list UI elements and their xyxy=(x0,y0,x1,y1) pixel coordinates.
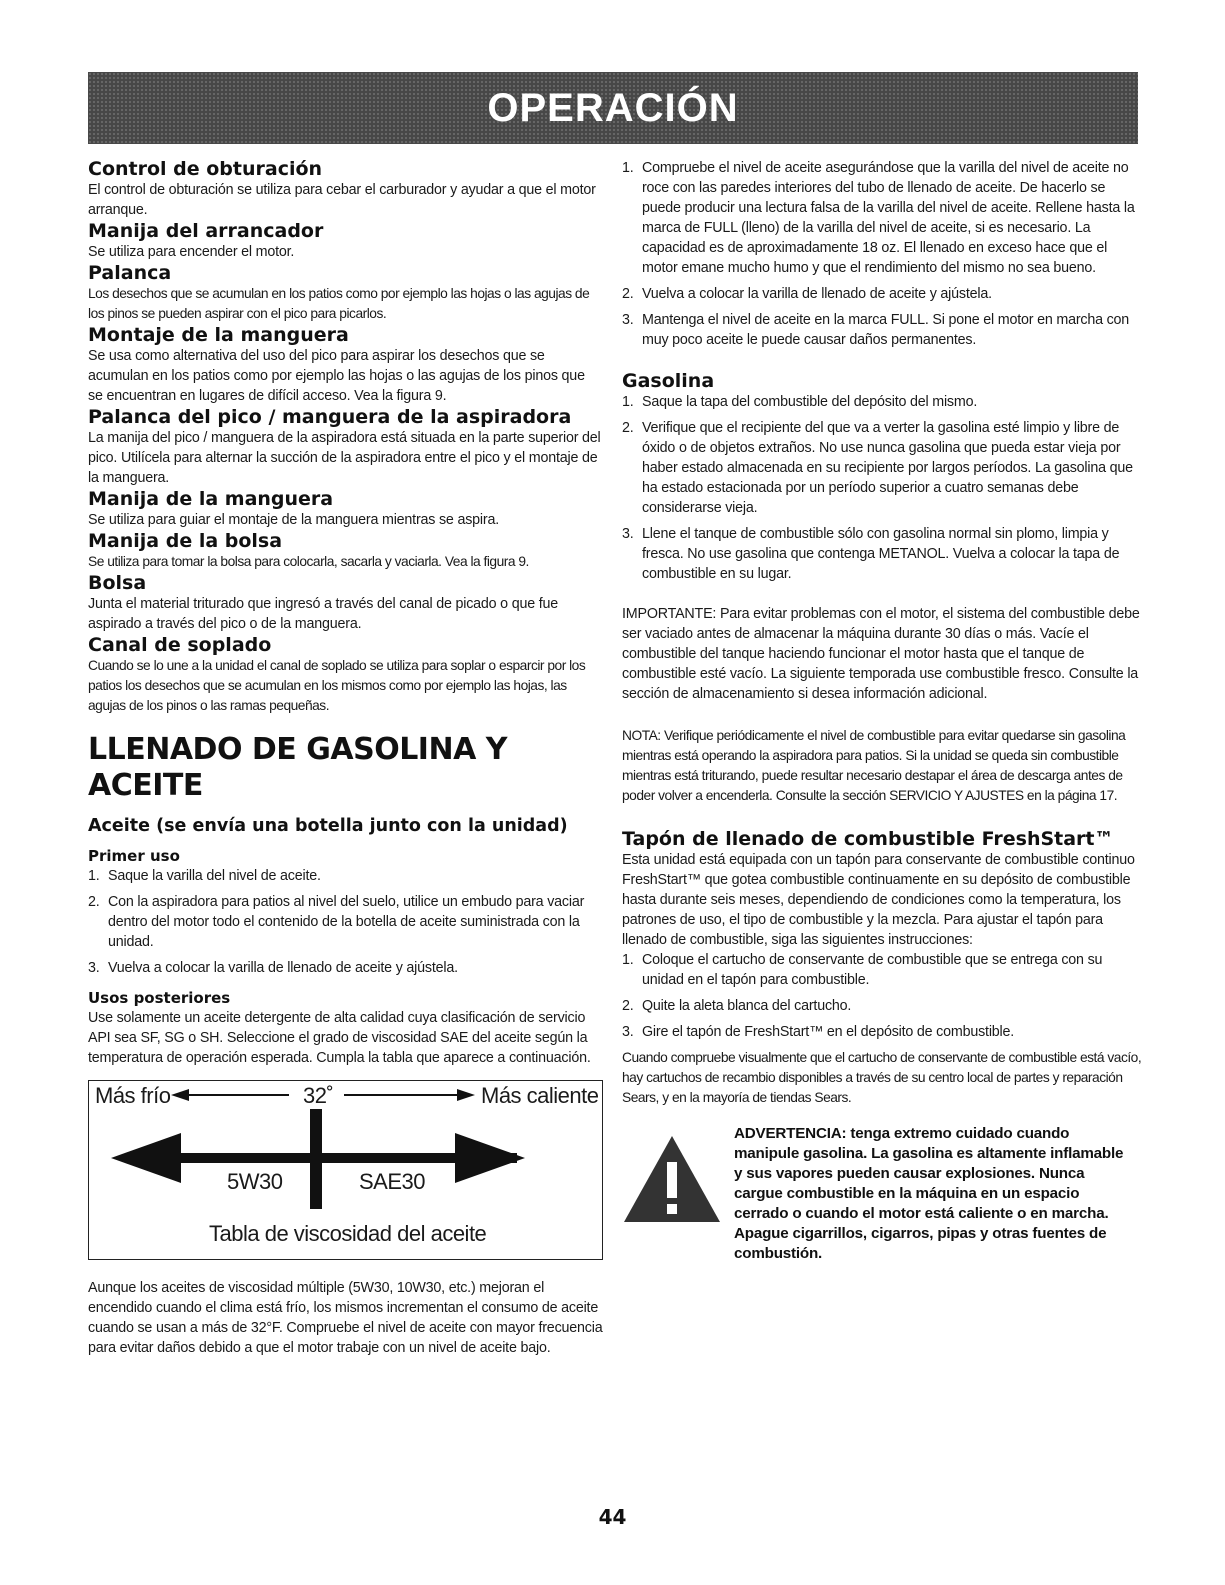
multi-viscosity-text: Aunque los aceites de viscosidad múltiple (5W30, 10W30, etc.) mejoran el encendido cuando el clima está frío, los mismos incrementan el consumo de aceite cuando se usan a más de 32°F. Compruebe el nivel de aceite con mayor frecuencia para evitar daños debido a que el motor trabaje con un nivel de aceite bajo. xyxy=(88,1280,603,1356)
section-heading: Manija de la bolsa xyxy=(88,530,283,552)
list-number: 1. xyxy=(622,394,634,410)
section-text: La manija del pico / manguera de la aspiradora está situada en la parte superior del pico. Utilícela para alternar la succión de la aspiradora entre el pico y el montaje de la manguera. xyxy=(88,430,601,486)
fill-title: LLENADO DE GASOLINA Y ACEITE xyxy=(88,732,507,803)
list-item xyxy=(622,950,1142,990)
list-text: Con la aspiradora para patios al nivel del suelo, utilice un embudo para vaciar dentro del motor todo el contenido de la botella de aceite suministrada con la unidad. xyxy=(108,894,585,950)
section-text: El control de obturación se utiliza para cebar el carburador y ayudar a que el motor arranque. xyxy=(88,182,596,218)
oil-title: Aceite (se envía una botella junto con la unidad) xyxy=(88,816,568,836)
list-item xyxy=(622,524,1142,584)
left-column xyxy=(88,158,603,1358)
list-text: Mantenga el nivel de aceite en la marca FULL. Si pone el motor en marcha con muy poco aceite le puede causar daños permanentes. xyxy=(642,312,1130,348)
cold-arrow-head xyxy=(171,1089,189,1101)
list-number: 1. xyxy=(88,868,100,884)
spacer xyxy=(622,356,1142,370)
list-item xyxy=(88,866,603,886)
list-number: 3. xyxy=(88,960,100,976)
section-text: Se usa como alternativa del uso del pico para aspirar los desechos que se acumulan en los patios como por ejemplo las hojas o las agujas de los pinos que se encuentran en lugares de difícil acceso. Vea la figura 9. xyxy=(88,348,585,404)
left-oil-label: 5W30 xyxy=(227,1169,283,1194)
warning-icon xyxy=(622,1134,722,1224)
list-item xyxy=(622,284,1142,304)
chart-caption: Tabla de viscosidad del aceite xyxy=(209,1221,487,1246)
gasoline-list xyxy=(622,392,1142,584)
banner-title: OPERACIÓN xyxy=(487,85,739,130)
freshstart-heading: Tapón de llenado de combustible FreshStart™ xyxy=(622,828,1114,850)
cold-label: Más frío xyxy=(95,1083,171,1108)
section-heading: Manija de la manguera xyxy=(88,488,334,510)
right-column xyxy=(622,158,1142,1274)
hot-label: Más caliente xyxy=(481,1083,599,1108)
list-item xyxy=(622,996,1142,1016)
list-number: 1. xyxy=(622,160,634,176)
list-number: 2. xyxy=(622,286,634,302)
list-item xyxy=(622,310,1142,350)
controls-section xyxy=(88,158,603,716)
section-text: Se utiliza para guiar el montaje de la manguera mientras se aspira. xyxy=(88,512,499,528)
section-heading: Montaje de la manguera xyxy=(88,324,349,346)
list-item xyxy=(622,1022,1142,1042)
list-text: Saque la varilla del nivel de aceite. xyxy=(108,868,321,884)
hot-range-arrow xyxy=(455,1133,525,1183)
list-number: 3. xyxy=(622,312,634,328)
list-number: 2. xyxy=(622,998,634,1014)
freshstart-intro: Esta unidad está equipada con un tapón para conservante de combustible continuo FreshStart™ que gotea combustible continuamente en su depósito de combustible hasta durante seis meses, dependiendo de condiciones como la temperatura, los patrones de uso, el tipo de combustible y la mezcla. Para ajustar el tapón para llenado de combustible, siga las siguientes instrucciones: xyxy=(622,852,1135,948)
note-text: NOTA: Verifique periódicamente el nivel de combustible para evitar quedarse sin gasolina mientras está operando la aspiradora para patios. Si la unidad se queda sin combustible mientras está triturando, puede resultar necesario destapar el área de descarga antes de poder volver a encenderla. Consulte la sección SERVICIO Y AJUSTES en la página 17. xyxy=(622,728,1126,803)
section-heading: Palanca del pico / manguera de la aspiradora xyxy=(88,406,572,428)
list-number: 2. xyxy=(622,420,634,436)
list-text: Vuelva a colocar la varilla de llenado de aceite y ajústela. xyxy=(108,960,458,976)
spacer xyxy=(622,806,1142,828)
list-number: 3. xyxy=(622,526,634,542)
section-text: Cuando se lo une a la unidad el canal de soplado se utiliza para soplar o esparcir por los patios los desechos que se acumulan en los mismos como por ejemplo las hojas, las agujas de los pinos o las ramas pequeñas. xyxy=(88,658,586,713)
warning-text: ADVERTENCIA: tenga extremo cuidado cuando manipule gasolina. La gasolina es altamente inflamable y sus vapores pueden causar explosiones. Nunca cargue combustible en la máquina en un espacio cerrado o cuando el motor está caliente o en marcha. Apague cigarrillos, cigarros, pipas y otras fuentes de combustión. xyxy=(734,1125,1124,1262)
cold-range-arrow xyxy=(111,1133,181,1183)
warning-block xyxy=(622,1124,1142,1274)
list-text: Quite la aleta blanca del cartucho. xyxy=(642,998,852,1014)
list-text: Verifique que el recipiente del que va a verter la gasolina esté limpio y libre de óxido o de objetos extraños. No use nunca gasolina que pueda estar vieja por haber estado almacenada en su recipiente por largos períodos. La gasolina que ha estado estacionada por un período superior a cuatro semanas debe considerarse vieja. xyxy=(642,420,1133,516)
oil-check-list xyxy=(622,158,1142,350)
first-use-heading: Primer uso xyxy=(88,847,180,865)
list-item xyxy=(622,392,1142,412)
list-text: Vuelva a colocar la varilla de llenado de aceite y ajústela. xyxy=(642,286,992,302)
section-banner xyxy=(88,72,1138,144)
section-text: Los desechos que se acumulan en los patios como por ejemplo las hojas o las agujas de los pinos se pueden aspirar con el pico para picarlos. xyxy=(88,286,590,321)
important-text: IMPORTANTE: Para evitar problemas con el motor, el sistema del combustible debe ser vaciado antes de almacenar la máquina durante 30 días o más. Vacíe el combustible del tanque haciendo funcionar el motor hasta que el tanque de combustible esté vacío. La siguiente temporada use combustible fresco. Consulte la sección de almacenamiento si desea información adicional. xyxy=(622,606,1140,702)
right-oil-label: SAE30 xyxy=(359,1169,425,1194)
list-number: 2. xyxy=(88,894,100,910)
first-use-list xyxy=(88,866,603,978)
viscosity-chart xyxy=(88,1080,603,1260)
section-text: Se utiliza para tomar la bolsa para colocarla, sacarla y vaciarla. Vea la figura 9. xyxy=(88,554,529,569)
section-heading: Manija del arrancador xyxy=(88,220,324,242)
list-item xyxy=(88,892,603,952)
freshstart-outro: Cuando compruebe visualmente que el cartucho de conservante de combustible está vacío, hay cartuchos de recambio disponibles a través de su centro local de partes y reparación Sears, y en la mayoría de tiendas Sears. xyxy=(622,1050,1142,1105)
list-item xyxy=(622,418,1142,518)
temp-label: 32˚ xyxy=(303,1083,334,1108)
section-heading: Canal de soplado xyxy=(88,634,272,656)
list-item xyxy=(622,158,1142,278)
section-heading: Control de obturación xyxy=(88,158,323,180)
list-text: Coloque el cartucho de conservante de combustible que se entrega con su unidad en el tapón para combustible. xyxy=(642,952,1103,988)
page-number: 44 xyxy=(598,1505,627,1529)
section-heading: Palanca xyxy=(88,262,172,284)
list-item xyxy=(88,958,603,978)
gasoline-heading: Gasolina xyxy=(622,370,715,392)
list-text: Llene el tanque de combustible sólo con gasolina normal sin plomo, limpia y fresca. No use gasolina que contenga METANOL. Vuelva a colocar la tapa de combustible en su lugar. xyxy=(642,526,1120,582)
list-number: 1. xyxy=(622,952,634,968)
section-heading: Bolsa xyxy=(88,572,147,594)
list-text: Gire el tapón de FreshStart™ en el depósito de combustible. xyxy=(642,1024,1015,1040)
later-use-heading: Usos posteriores xyxy=(88,989,231,1007)
freshstart-list xyxy=(622,950,1142,1042)
section-text: Junta el material triturado que ingresó a través del canal de picado o que fue aspirado a través del pico o de la manguera. xyxy=(88,596,559,632)
section-text: Se utiliza para encender el motor. xyxy=(88,244,295,260)
list-number: 3. xyxy=(622,1024,634,1040)
list-text: Saque la tapa del combustible del depósito del mismo. xyxy=(642,394,978,410)
spacer xyxy=(622,590,1142,604)
hot-arrow-head xyxy=(457,1089,475,1101)
later-use-text: Use solamente un aceite detergente de alta calidad cuya clasificación de servicio API sea SF, SG o SH. Seleccione el grado de viscosidad SAE del aceite según la temperatura de operación esperada. Cumpla la tabla que aparece a continuación. xyxy=(88,1010,591,1066)
spacer xyxy=(622,704,1142,726)
list-text: Compruebe el nivel de aceite asegurándose que la varilla del nivel de aceite no roce con las paredes interiores del tubo de llenado de aceite. De hacerlo se puede producir una lectura falsa de la varilla del nivel de aceite. Rellene hasta la marca de FULL (lleno) de la varilla del nivel de aceite, si es necesario. La capacidad es de aproximadamente 18 oz. El llenado en exceso hace que el motor emane mucho humo y que el rendimiento del mismo no sea bueno. xyxy=(642,160,1135,276)
